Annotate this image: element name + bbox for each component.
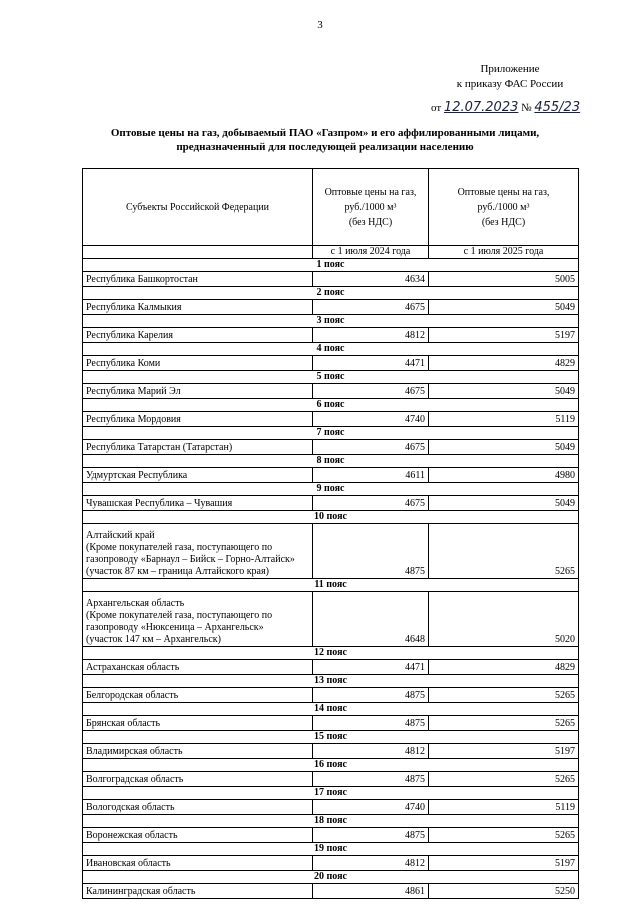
- price-2024: 4740: [313, 412, 429, 427]
- zone-row: [83, 787, 579, 800]
- annex-block: [440, 62, 580, 92]
- price-2024: 4875: [313, 524, 429, 579]
- region-name: [83, 592, 313, 647]
- price-2025: 5119: [429, 412, 579, 427]
- header-price-2024: [313, 169, 429, 246]
- zone-row: [83, 315, 579, 328]
- region-name-line: (Кроме покупателей газа, поступающего по: [86, 542, 273, 553]
- table-row: [83, 412, 579, 427]
- header-2024-line1: Оптовые цены на газ,: [324, 186, 417, 198]
- zone-label: 2 пояс: [83, 287, 579, 300]
- price-2024: 4875: [313, 688, 429, 703]
- region-name: Владимирская область: [83, 744, 313, 759]
- zone-label: 1 пояс: [83, 259, 579, 272]
- zone-label: 9 пояс: [83, 483, 579, 496]
- zone-row: [83, 399, 579, 412]
- page-number: 3: [317, 19, 323, 31]
- region-name: [83, 524, 313, 579]
- region-name: Ивановская область: [83, 856, 313, 871]
- zone-label: 8 пояс: [83, 455, 579, 468]
- table-row: [83, 524, 579, 579]
- zone-label: 7 пояс: [83, 427, 579, 440]
- zone-row: [83, 455, 579, 468]
- price-2025: 5049: [429, 300, 579, 315]
- price-2024: 4471: [313, 660, 429, 675]
- zone-row: [83, 843, 579, 856]
- price-2024: 4875: [313, 772, 429, 787]
- date-2024: с 1 июля 2024 года: [313, 246, 429, 259]
- price-2025: 5265: [429, 716, 579, 731]
- zone-row: [83, 287, 579, 300]
- header-2024-line2: руб./1000 м³: [344, 201, 397, 213]
- table-row: [83, 660, 579, 675]
- table-date-row: [83, 246, 579, 259]
- region-name: Воронежская область: [83, 828, 313, 843]
- table-row: [83, 716, 579, 731]
- price-2024: 4675: [313, 384, 429, 399]
- zone-row: [83, 371, 579, 384]
- region-name: Волгоградская область: [83, 772, 313, 787]
- zone-row: [83, 703, 579, 716]
- region-name-line: (участок 147 км – Архангельск): [86, 634, 221, 645]
- header-2024-line3: (без НДС): [348, 216, 393, 228]
- zone-label: 11 пояс: [83, 579, 579, 592]
- order-number-sign: №: [521, 102, 532, 114]
- zone-row: [83, 427, 579, 440]
- zone-label: 4 пояс: [83, 343, 579, 356]
- price-2024: 4875: [313, 828, 429, 843]
- price-2025: 5265: [429, 688, 579, 703]
- region-name: Астраханская область: [83, 660, 313, 675]
- region-name-line: Алтайский край: [86, 530, 155, 541]
- zone-row: [83, 871, 579, 884]
- region-name: Республика Татарстан (Татарстан): [83, 440, 313, 455]
- table-row: [83, 828, 579, 843]
- price-2025: 5005: [429, 272, 579, 287]
- price-2025: 4829: [429, 660, 579, 675]
- zone-row: [83, 579, 579, 592]
- region-name: Вологодская область: [83, 800, 313, 815]
- price-2024: 4812: [313, 328, 429, 343]
- gas-price-table: [82, 168, 579, 899]
- zone-label: 16 пояс: [83, 759, 579, 772]
- price-2025: 4829: [429, 356, 579, 371]
- zone-row: [83, 483, 579, 496]
- price-2024: 4812: [313, 856, 429, 871]
- region-name-line: газопроводу «Нюксеница – Архангельск»: [86, 622, 264, 633]
- zone-label: 12 пояс: [83, 647, 579, 660]
- price-2025: 5265: [429, 772, 579, 787]
- price-2025: 5049: [429, 496, 579, 511]
- order-date: 12.07.2023: [443, 100, 519, 115]
- zone-row: [83, 675, 579, 688]
- region-name: Республика Марий Эл: [83, 384, 313, 399]
- zone-row: [83, 343, 579, 356]
- zone-row: [83, 511, 579, 524]
- zone-row: [83, 647, 579, 660]
- region-name-line: (участок 87 км – граница Алтайского края): [86, 566, 269, 577]
- header-2025-line1: Оптовые цены на газ,: [457, 186, 550, 198]
- order-number: 455/23: [534, 100, 581, 115]
- order-prefix: от: [431, 102, 442, 114]
- header-2025-line3: (без НДС): [481, 216, 526, 228]
- zone-label: 6 пояс: [83, 399, 579, 412]
- table-row: [83, 300, 579, 315]
- zone-row: [83, 731, 579, 744]
- document-title: [70, 126, 580, 154]
- price-2025: 5197: [429, 744, 579, 759]
- region-name: Республика Калмыкия: [83, 300, 313, 315]
- date-blank: [83, 246, 313, 259]
- zone-label: 20 пояс: [83, 871, 579, 884]
- title-line-2: предназначенный для последующей реализации населению: [176, 141, 474, 153]
- zone-label: 15 пояс: [83, 731, 579, 744]
- table-row: [83, 856, 579, 871]
- table-row: [83, 496, 579, 511]
- date-2025: с 1 июля 2025 года: [429, 246, 579, 259]
- price-2024: 4740: [313, 800, 429, 815]
- region-name-line: газопроводу «Барнаул – Бийск – Горно-Алтайск»: [86, 554, 295, 565]
- zone-row: [83, 259, 579, 272]
- zone-label: 14 пояс: [83, 703, 579, 716]
- region-name: Республика Карелия: [83, 328, 313, 343]
- price-2024: 4471: [313, 356, 429, 371]
- price-2025: 5250: [429, 884, 579, 899]
- zone-row: [83, 759, 579, 772]
- table-row: [83, 384, 579, 399]
- header-2025-line2: руб./1000 м³: [477, 201, 530, 213]
- price-2025: 5197: [429, 328, 579, 343]
- header-price-2025: [429, 169, 579, 246]
- table-row: [83, 356, 579, 371]
- price-2024: 4611: [313, 468, 429, 483]
- price-2024: 4675: [313, 496, 429, 511]
- annex-order-ref: к приказу ФАС России: [456, 78, 564, 90]
- price-2025: 5020: [429, 592, 579, 647]
- zone-row: [83, 815, 579, 828]
- header-regions: Субъекты Российской Федерации: [83, 169, 313, 246]
- price-2025: 5265: [429, 524, 579, 579]
- price-2024: 4812: [313, 744, 429, 759]
- table-row: [83, 772, 579, 787]
- table-row: [83, 800, 579, 815]
- price-2025: 5197: [429, 856, 579, 871]
- region-name: Республика Мордовия: [83, 412, 313, 427]
- zone-label: 19 пояс: [83, 843, 579, 856]
- annex-title: Приложение: [480, 63, 540, 75]
- price-2024: 4875: [313, 716, 429, 731]
- price-2025: 5265: [429, 828, 579, 843]
- table-row: [83, 592, 579, 647]
- table-row: [83, 440, 579, 455]
- zone-label: 3 пояс: [83, 315, 579, 328]
- price-2025: 5119: [429, 800, 579, 815]
- region-name: Республика Башкортостан: [83, 272, 313, 287]
- region-name: Белгородская область: [83, 688, 313, 703]
- zone-label: 5 пояс: [83, 371, 579, 384]
- zone-label: 17 пояс: [83, 787, 579, 800]
- price-2025: 5049: [429, 384, 579, 399]
- region-name: Брянская область: [83, 716, 313, 731]
- table-row: [83, 328, 579, 343]
- region-name-line: (Кроме покупателей газа, поступающего по: [86, 610, 273, 621]
- price-2024: 4634: [313, 272, 429, 287]
- region-name: Удмуртская Республика: [83, 468, 313, 483]
- zone-label: 13 пояс: [83, 675, 579, 688]
- zone-label: 18 пояс: [83, 815, 579, 828]
- table-row: [83, 688, 579, 703]
- title-line-1: Оптовые цены на газ, добываемый ПАО «Газпром» и его аффилированными лицами,: [110, 127, 540, 139]
- table-header-row: [83, 169, 579, 246]
- table-row: [83, 272, 579, 287]
- price-2025: 4980: [429, 468, 579, 483]
- table-row: [83, 468, 579, 483]
- region-name: Чувашская Республика – Чувашия: [83, 496, 313, 511]
- order-date-number: [431, 100, 580, 115]
- price-2025: 5049: [429, 440, 579, 455]
- price-2024: 4675: [313, 440, 429, 455]
- region-name-line: Архангельская область: [86, 598, 185, 609]
- table-row: [83, 744, 579, 759]
- price-2024: 4648: [313, 592, 429, 647]
- price-2024: 4675: [313, 300, 429, 315]
- price-2024: 4861: [313, 884, 429, 899]
- region-name: Калининградская область: [83, 884, 313, 899]
- region-name: Республика Коми: [83, 356, 313, 371]
- zone-label: 10 пояс: [83, 511, 579, 524]
- table-row: [83, 884, 579, 899]
